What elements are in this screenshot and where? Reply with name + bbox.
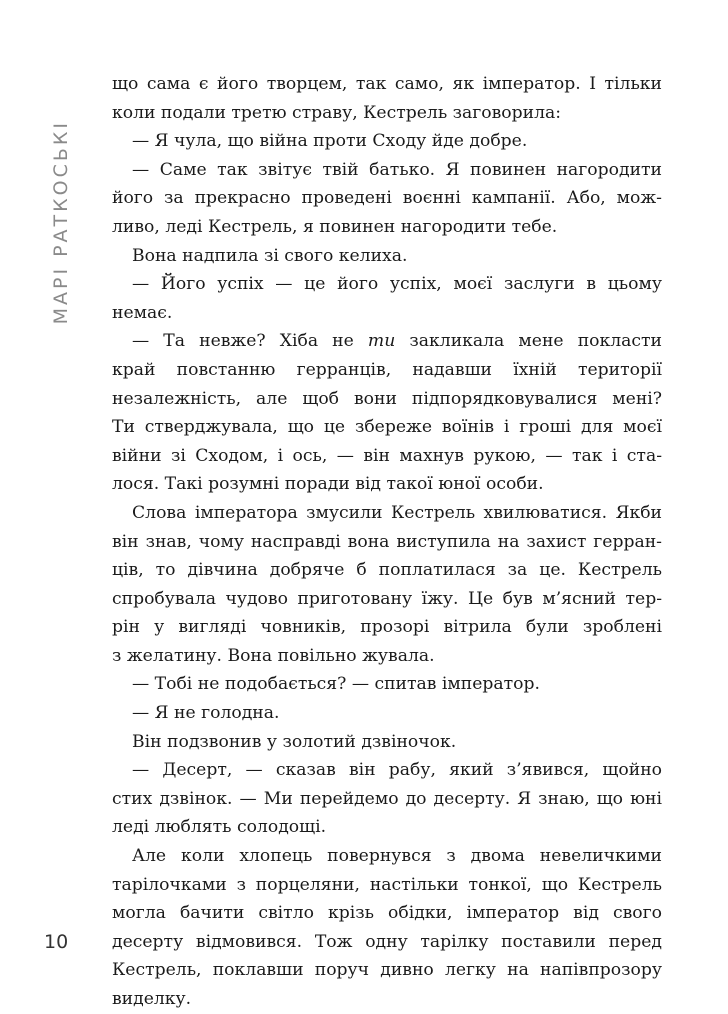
text-line: Він подзвонив у золотий дзвіночок. — [132, 731, 457, 752]
text-line: могла бачити світло крізь обідки, імператор від свого — [112, 903, 662, 924]
text-line: виделку. — [112, 989, 192, 1009]
text-line: Ти стверджувала, що це збереже воїнів і гроші для моєї — [112, 417, 662, 438]
text-line: Слова імператора змусили Кестрель хвилюватися. Якби — [132, 502, 662, 523]
text-line: немає. — [112, 302, 173, 323]
text-line: — Я чула, що війна проти Сходу йде добре. — [132, 131, 528, 152]
text-segment: — Та невже? Хіба не — [132, 331, 368, 352]
text-line: леді люблять солодощі. — [112, 817, 327, 838]
text-line: край повстанню герранців, надавши їхній території — [112, 359, 662, 380]
text-line: коли подали третю страву, Кестрель заговорила: — [112, 102, 562, 123]
text-segment: закликала мене покласти — [395, 331, 662, 352]
text-line: він знав, чому насправді вона виступила на захист герран- — [112, 531, 662, 552]
text-line: тарілочками з порцеляни, настільки тонкої, що Кестрель — [112, 874, 662, 895]
text-line: стих дзвінок. — Ми перейдемо до десерту. Я знаю, що юні — [112, 788, 662, 809]
text-line: рін у вигляді човників, прозорі вітрила були зроблені — [112, 617, 662, 638]
text-line: — Саме так звітує твій батько. Я повинен нагородити — [132, 159, 662, 180]
text-line: його за прекрасно проведені воєнні кампанії. Або, мож- — [112, 188, 662, 209]
page-number: 10 — [44, 931, 69, 953]
text-line: що сама є його творцем, так само, як імператор. І тільки — [112, 74, 662, 94]
text-line: ців, то дівчина добряче б поплатилася за це. Кестрель — [112, 560, 662, 581]
text-line: лося. Такі розумні поради від такої юної особи. — [112, 474, 544, 495]
text-line: — Тобі не подобається? — спитав імператор. — [132, 674, 540, 695]
body-text — [112, 70, 662, 1014]
text-line: спробувала чудово приготовану їжу. Це був м’ясний тер- — [112, 588, 662, 609]
text-line — [112, 327, 662, 356]
text-line: Кестрель, поклавши поруч дивно легку на напівпрозору — [112, 960, 662, 981]
text-line: — Я не голодна. — [132, 703, 280, 724]
text-line: ливо, леді Кестрель, я повинен нагородити тебе. — [112, 216, 558, 237]
text-line: — Його успіх — це його успіх, моєї заслуги в цьому — [132, 274, 662, 295]
emphasis: ти — [367, 331, 396, 352]
text-line: десерту відмовився. Тож одну тарілку поставили перед — [112, 931, 662, 952]
text-line: Вона надпила зі свого келиха. — [132, 245, 408, 266]
text-line: Але коли хлопець повернувся з двома невеличкими — [132, 846, 662, 867]
text-line: незалежність, але щоб вони підпорядковувалися мені? — [112, 388, 662, 409]
text-line: — Десерт, — сказав він рабу, який з’явився, щойно — [132, 760, 662, 781]
text-line: війни зі Сходом, і ось, — він махнув рукою, — так і ста- — [112, 445, 662, 466]
running-head: МАРІ РАТКОСЬКІ — [50, 120, 72, 325]
text-line: з желатину. Вона повільно жувала. — [112, 645, 435, 666]
